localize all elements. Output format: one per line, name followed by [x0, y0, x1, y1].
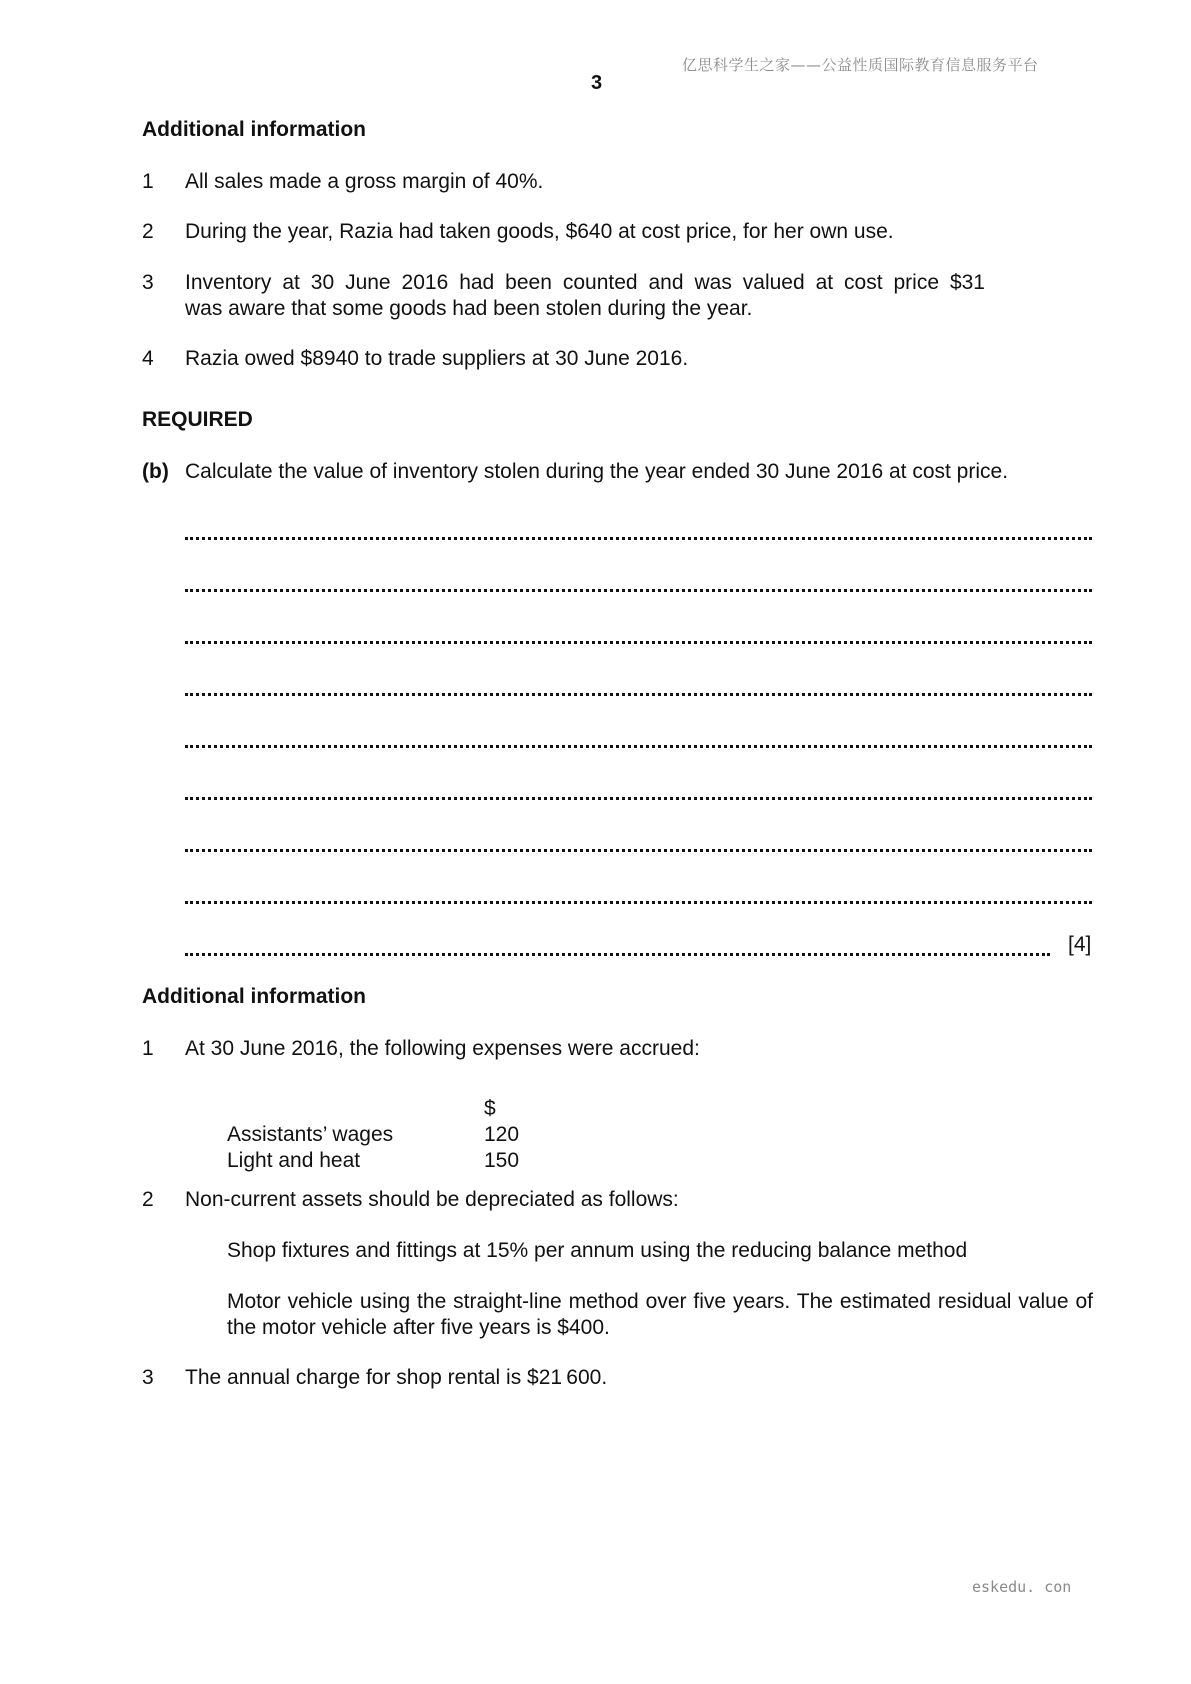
item-text: Razia owed $8940 to trade suppliers at 30 June 2016.	[185, 347, 689, 370]
answer-line[interactable]	[185, 589, 1092, 592]
depreciation-fixtures: Shop fixtures and fittings at 15% per annum using the reducing balance method	[227, 1239, 968, 1262]
answer-line[interactable]	[185, 693, 1092, 696]
question-text: Calculate the value of inventory stolen during the year ended 30 June 2016 at cost price.	[185, 460, 1009, 483]
expense-label: Assistants’ wages	[227, 1123, 394, 1146]
item-number: 4	[142, 347, 154, 370]
watermark-header: 亿思科学生之家——公益性质国际教育信息服务平台	[682, 56, 1039, 74]
answer-line[interactable]	[185, 901, 1092, 904]
answer-line-last[interactable]	[185, 953, 1050, 956]
item-number: 1	[142, 1037, 154, 1060]
answer-line[interactable]	[185, 849, 1092, 852]
item-text-line-2: was aware that some goods had been stolen during the year.	[185, 297, 753, 320]
item-text-line-1: Inventory at 30 June 2016 had been counted and was valued at cost price $31	[185, 271, 985, 294]
item-text: At 30 June 2016, the following expenses were accrued:	[185, 1037, 700, 1060]
answer-line[interactable]	[185, 745, 1092, 748]
item-number: 3	[142, 1366, 154, 1389]
item-number: 2	[142, 220, 154, 243]
page-number: 3	[591, 72, 603, 94]
currency-header: $	[484, 1097, 496, 1120]
answer-line[interactable]	[185, 537, 1092, 540]
question-label: (b)	[142, 460, 169, 483]
watermark-footer: eskedu. con	[972, 1578, 1072, 1596]
item-number: 1	[142, 170, 154, 193]
required-heading: REQUIRED	[142, 408, 253, 431]
item-number: 2	[142, 1188, 154, 1211]
item-text: The annual charge for shop rental is $21 600.	[185, 1366, 608, 1389]
item-text: All sales made a gross margin of 40%.	[185, 170, 544, 193]
section-heading-additional-info: Additional information	[142, 118, 366, 141]
expense-label: Light and heat	[227, 1149, 361, 1172]
expense-value: 120	[484, 1123, 520, 1146]
expense-value: 150	[484, 1149, 520, 1172]
depreciation-vehicle: Motor vehicle using the straight-line method over five years. The estimated residual value of the motor vehicle after five years is $400.	[227, 1290, 1093, 1339]
marks-allocation: [4]	[1068, 933, 1092, 956]
answer-line[interactable]	[185, 797, 1092, 800]
item-text: Non-current assets should be depreciated as follows:	[185, 1188, 679, 1211]
item-number: 3	[142, 271, 154, 294]
section-heading-additional-info-2: Additional information	[142, 985, 366, 1008]
item-text: During the year, Razia had taken goods, $640 at cost price, for her own use.	[185, 220, 894, 243]
answer-line[interactable]	[185, 641, 1092, 644]
